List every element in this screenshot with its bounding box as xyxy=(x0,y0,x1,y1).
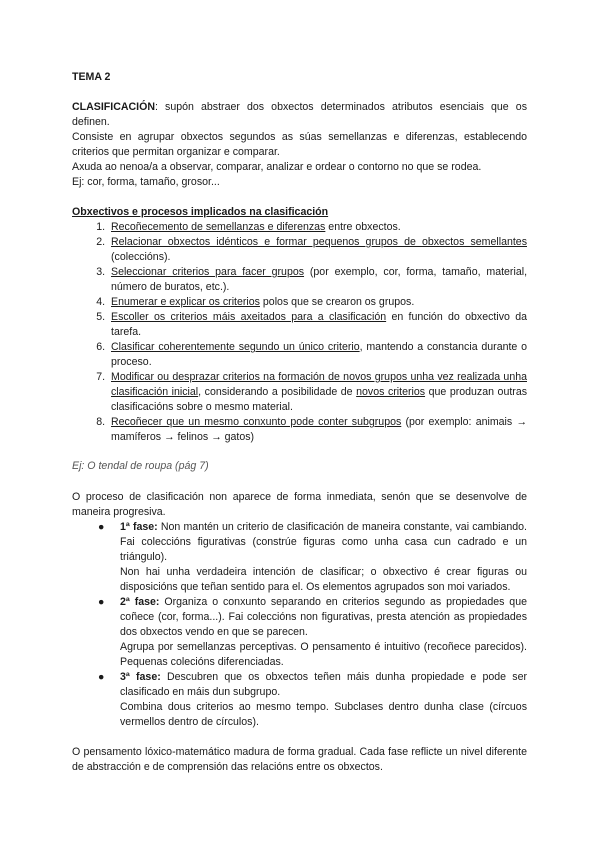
phase-extra: Non hai unha verdadeira intención de clasificar; o obxectivo é crear figuras ou disposicións que teñan sentido para el. Os elementos agrupados son moi variados. xyxy=(120,566,527,593)
bullet-icon: ● xyxy=(98,596,105,608)
objective-rest: , considerando a posibilidade de xyxy=(198,386,357,398)
definition-text: : supón abstraer dos obxectos determinados atributos esenciais que os definen. xyxy=(72,101,527,128)
phase-item xyxy=(98,595,527,670)
objective-rest: polos que se crearon os grupos. xyxy=(259,296,415,308)
phase-item xyxy=(98,520,527,595)
objective-key: Seleccionar criterios para facer grupos xyxy=(111,266,305,278)
bullet-icon: ● xyxy=(98,671,105,683)
phase-item xyxy=(98,670,527,730)
definition-paragraph xyxy=(72,100,527,130)
bullet-icon: ● xyxy=(98,521,105,533)
objective-key: Clasificar coherentemente segundo un único criterio xyxy=(111,341,360,353)
objectives-list xyxy=(72,220,527,445)
example-reference: Ej: O tendal de roupa (pág 7) xyxy=(72,460,209,472)
document-page xyxy=(72,70,527,775)
definition-term: CLASIFICACIÓN xyxy=(72,101,155,113)
objective-key: Escoller os criterios máis axeitados para a clasificación xyxy=(111,311,387,323)
phase-paragraph xyxy=(120,670,527,700)
objective-rest: , mantendo a constancia durante o proceso. xyxy=(111,341,527,368)
objective-key: Modificar ou desprazar criterios na formación de novos grupos unha vez realizada unha clasificación inicial xyxy=(111,371,527,398)
phase-label: 3ª fase: xyxy=(120,671,161,683)
phase-extra: Combina dous criterios ao mesmo tempo. Subclases dentro dunha clase (círcuos vermellos dentro de círculos). xyxy=(120,701,527,728)
intro-example: Ej: cor, forma, tamaño, grosor... xyxy=(72,176,220,188)
objective-key-2: novos criterios xyxy=(356,386,426,398)
objective-item xyxy=(108,220,527,235)
phase-paragraph xyxy=(120,520,527,565)
objective-key: Recoñecemento de semellanzas e diferenzas xyxy=(111,221,326,233)
objective-rest: (coleccións). xyxy=(111,251,171,263)
objective-key: Recoñecer que un mesmo conxunto pode conter subgrupos xyxy=(111,416,402,428)
objective-item xyxy=(108,415,527,445)
phase-label: 1ª fase: xyxy=(120,521,158,533)
objective-rest: entre obxectos. xyxy=(325,221,401,233)
objectives-heading: Obxectivos e procesos implicados na clasificación xyxy=(72,206,329,218)
objective-item xyxy=(108,295,527,310)
objective-rest: en función do obxectivo da tarefa. xyxy=(111,311,527,338)
phase-text: Non mantén un criterio de clasificación de maneira constante, vai cambiando. Fai coleccións figurativas (constrúe figuras como unha casa cun cadrado e un triángulo). xyxy=(120,521,527,563)
objective-item xyxy=(108,265,527,295)
intro-paragraph-3: Axuda ao nenoa/a a observar, comparar, analizar e ordear o contorno no que se rodea. xyxy=(72,161,482,173)
phases-list xyxy=(72,520,527,730)
objective-item xyxy=(108,310,527,340)
phase-label: 2ª fase: xyxy=(120,596,160,608)
document-title: TEMA 2 xyxy=(72,71,111,83)
objective-rest: (por exemplo: animais → mamíferos → felinos → gatos) xyxy=(111,416,527,443)
intro-paragraph-2: Consiste en agrupar obxectos segundos as súas semellanzas e diferenzas, establecendo criterios que permitan organizar e comparar. xyxy=(72,131,527,158)
objective-key: Enumerar e explicar os criterios xyxy=(111,296,260,308)
conclusion-paragraph: O pensamento lóxico-matemático madura de forma gradual. Cada fase reflicte un nivel diferente de abstracción e de comprensión das relacións entre os obxectos. xyxy=(72,746,527,773)
phase-text: Descubren que os obxectos teñen máis dunha propiedade e pode ser clasificado en máis dun subgrupo. xyxy=(120,671,527,698)
objective-key: Relacionar obxectos idénticos e formar pequenos grupos de obxectos semellantes xyxy=(111,236,527,248)
objective-item xyxy=(108,340,527,370)
process-intro: O proceso de clasificación non aparece de forma inmediata, senón que se desenvolve de maneira progresiva. xyxy=(72,491,527,518)
objective-rest-2: que produzan outras clasificacións sobre o mesmo material. xyxy=(111,386,528,413)
phase-extra: Agrupa por semellanzas perceptivas. O pensamento é intuitivo (recoñece parecidos). Pequenas colecións diferenciadas. xyxy=(120,641,527,668)
phase-paragraph xyxy=(120,595,527,640)
phase-text: Organiza o conxunto separando en criterios segundo as propiedades que coñece (cor, forma...). Fai coleccións non figurativas, presta atención as propiedades dos obxectos vendo en que se parecen. xyxy=(120,596,527,638)
objective-item xyxy=(108,370,527,415)
objective-item xyxy=(108,235,527,265)
objective-rest: (por exemplo, cor, forma, tamaño, material, número de buratos, etc.). xyxy=(111,266,528,293)
